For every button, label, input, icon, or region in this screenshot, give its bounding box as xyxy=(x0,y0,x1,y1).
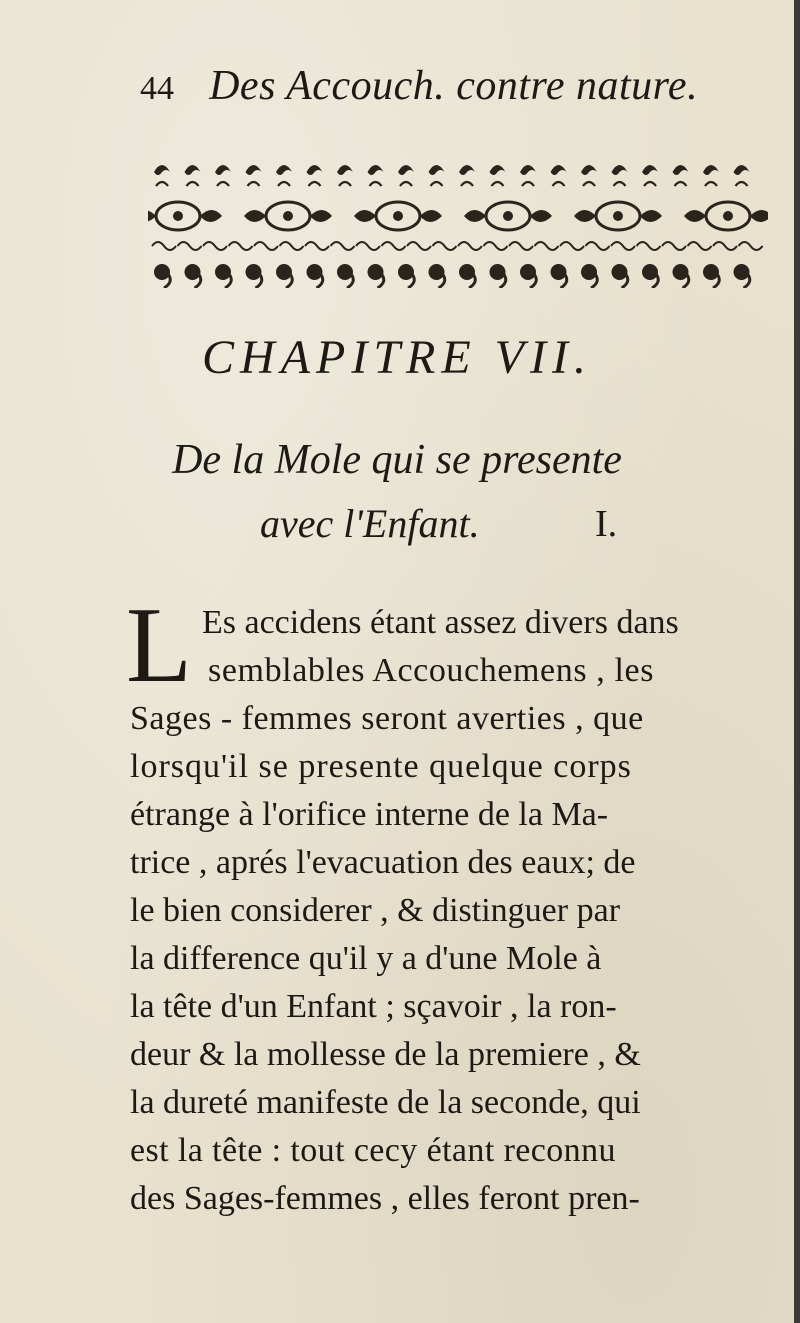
text-line: la tête d'un Enfant ; sçavoir , la ron- xyxy=(130,988,617,1025)
text-line: semblables Accouchemens , les xyxy=(208,652,655,689)
text-line: Sages - femmes seront averties , que xyxy=(130,700,644,737)
text-line: la difference qu'il y a d'une Mole à xyxy=(130,940,602,977)
section-number: I. xyxy=(595,503,618,545)
text-line: le bien considerer , & distinguer par xyxy=(130,892,621,929)
chapter-subtitle-line-2: avec l'Enfant. xyxy=(260,501,480,546)
text-line: Es accidens étant assez divers dans xyxy=(202,604,679,641)
printers-ornament-icon xyxy=(148,150,768,288)
running-title: Des Accouch. contre nature. xyxy=(209,63,699,109)
text-line: lorsqu'il se presente quelque corps xyxy=(130,748,632,785)
text-line: trice , aprés l'evacuation des eaux; de xyxy=(130,844,636,881)
text-line: est la tête : tout cecy étant reconnu xyxy=(130,1132,616,1169)
chapter-heading: CHAPITRE VII. xyxy=(202,331,592,384)
drop-capital: L xyxy=(126,586,192,705)
page-number: 44 xyxy=(140,70,174,107)
text-line: deur & la mollesse de la premiere , & xyxy=(130,1036,641,1073)
chapter-subtitle-line-1: De la Mole qui se presente xyxy=(172,437,622,483)
text-line: étrange à l'orifice interne de la Ma- xyxy=(130,796,609,833)
running-head xyxy=(140,62,698,110)
text-line: la dureté manifeste de la seconde, qui xyxy=(130,1084,641,1121)
text-line: des Sages-femmes , elles feront pren- xyxy=(130,1180,640,1217)
